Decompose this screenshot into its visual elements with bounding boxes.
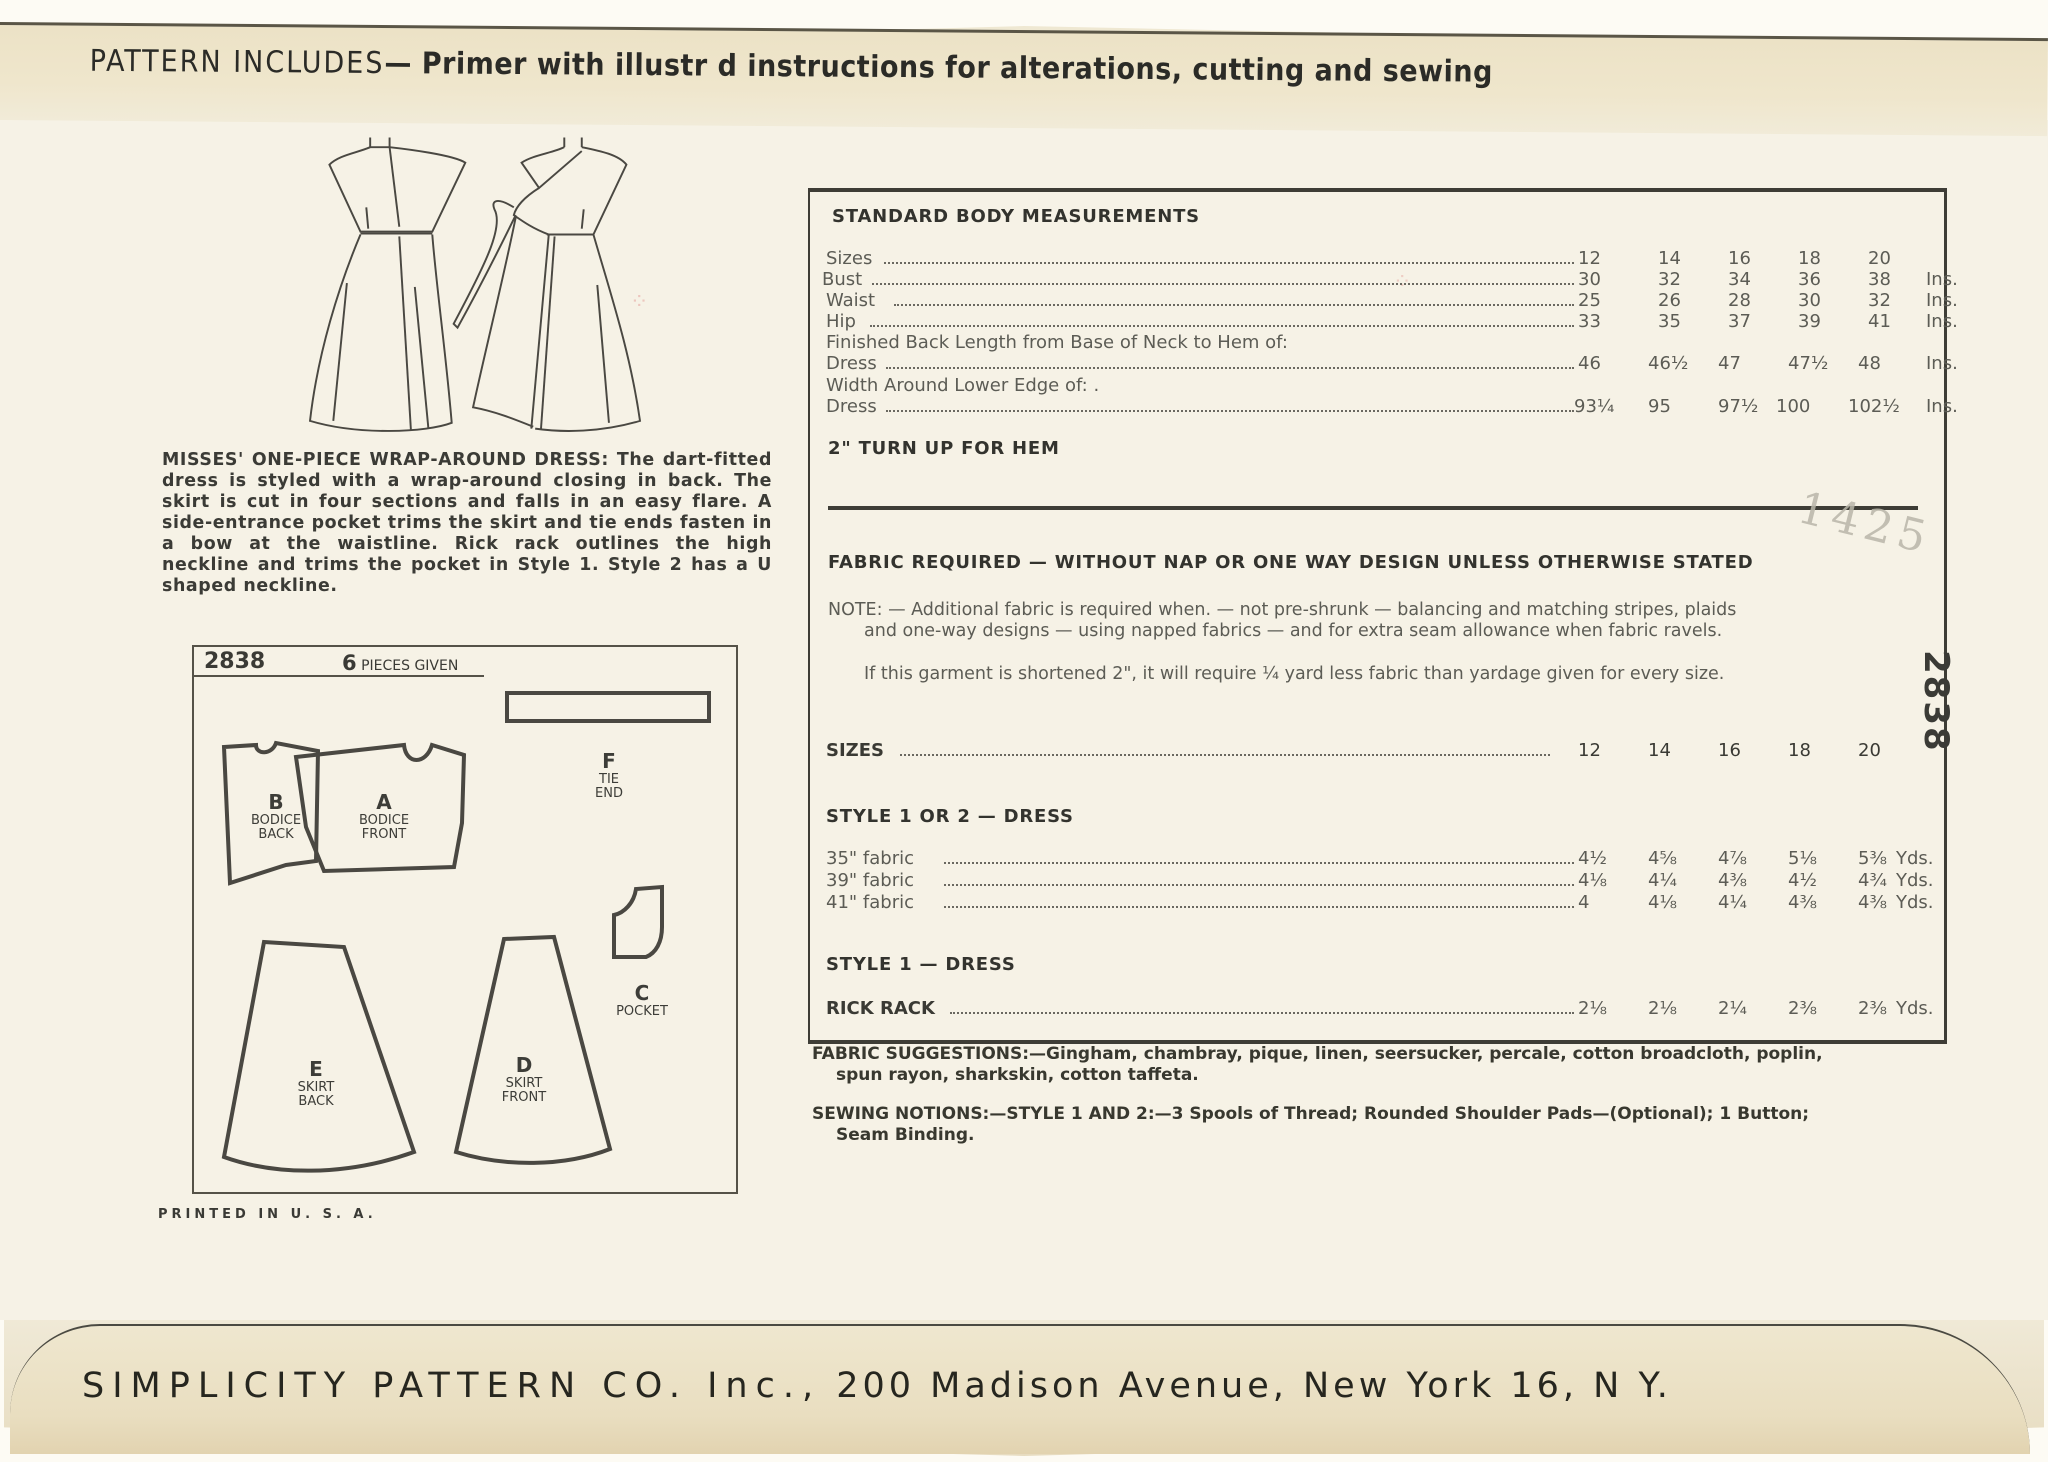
stamped-number: 1425 xyxy=(1792,482,1938,565)
faint-red-mark: ⁘ xyxy=(630,290,649,315)
faint-red-mark: ⁘ xyxy=(1393,270,1412,295)
skirt-front-shape xyxy=(456,937,610,1163)
dress-front-view xyxy=(310,137,465,430)
style-1-or-2-title: STYLE 1 OR 2 — DRESS xyxy=(826,806,1074,827)
measurement-row-waist: Waist 25 26 28 30 32 Ins. xyxy=(826,290,1958,311)
piece-label-a: A BODICE FRONT xyxy=(358,790,410,842)
back-length-heading: Finished Back Length from Base of Neck to Hem of: xyxy=(826,332,1288,353)
printed-in-usa: PRINTED IN U. S. A. xyxy=(158,1207,377,1222)
fabric-required-title: FABRIC REQUIRED — WITHOUT NAP OR ONE WAY DESIGN UNLESS OTHERWISE STATED xyxy=(828,552,1754,573)
pattern-pieces-diagram xyxy=(192,645,738,1194)
measurement-row-hip: Hip 33 35 37 39 41 Ins. xyxy=(826,311,1958,332)
measurement-row-bust: Bust 30 32 34 36 38 Ins. xyxy=(822,269,1958,290)
pocket-shape xyxy=(614,887,662,957)
hem-note: 2" TURN UP FOR HEM xyxy=(828,438,1060,459)
dress-description: MISSES' ONE-PIECE WRAP-AROUND DRESS: The dart-fitted dress is styled with a wrap-around closing in back. The skirt is cut in four sections and falls in an easy flare. A side-entrance pocket trims the skirt and tie ends fasten in a bow at the waistline. Rick rack outlines the high neckline and trims the pocket in Style 1. Style 2 has a U shaped neckline. xyxy=(162,450,772,596)
pattern-pieces-shapes xyxy=(194,647,736,1192)
section-divider xyxy=(828,506,1918,510)
measurement-row-sizes: Sizes 12 14 16 18 20 xyxy=(826,248,1891,269)
tie-end-shape xyxy=(507,693,709,721)
standard-body-measurements-title: STANDARD BODY MEASUREMENTS xyxy=(832,206,1200,227)
dress-illustration xyxy=(290,120,660,450)
style-1-title: STYLE 1 — DRESS xyxy=(826,954,1016,975)
shorten-note: If this garment is shortened 2", it will require ¼ yard less fabric than yardage given for every size. xyxy=(864,664,1725,684)
pattern-number: 2838 xyxy=(204,649,266,674)
sewing-notions: SEWING NOTIONS:—STYLE 1 AND 2:—3 Spools of Thread; Rounded Shoulder Pads—(Optional); 1 Button; Seam Binding. xyxy=(812,1104,1810,1145)
width-heading: Width Around Lower Edge of: . xyxy=(826,375,1100,396)
piece-label-f: F TIE END xyxy=(595,749,623,801)
top-flap xyxy=(0,22,2048,136)
pieces-given-label: 6 PIECES GIVEN xyxy=(342,651,459,675)
dress-back-view xyxy=(454,137,640,430)
fabric-sizes-row: SIZES 12 14 16 18 20 xyxy=(826,740,1881,761)
measurements-fabric-box xyxy=(808,188,1958,1044)
bottom-flap xyxy=(10,1324,2030,1454)
piece-label-e: E SKIRT BACK xyxy=(297,1057,335,1109)
fabric-row-39: 39" fabric 4⅛ 4¼ 4⅜ 4½ 4¾ Yds. xyxy=(826,870,1934,891)
publisher-address: SIMPLICITY PATTERN CO. Inc., 200 Madison Avenue, New York 16, N Y. xyxy=(82,1366,1672,1406)
measurement-row-back-length: Dress 46 46½ 47 47½ 48 Ins. xyxy=(826,353,1958,374)
fabric-suggestions: FABRIC SUGGESTIONS:—Gingham, chambray, pique, linen, seersucker, percale, cotton broadcloth, poplin, spun rayon, sharkskin, cotton taffeta. xyxy=(812,1044,1823,1085)
fabric-note-line2: and one-way designs — using napped fabrics — and for extra seam allowance when fabric ravels. xyxy=(864,621,1723,641)
pattern-includes-text: PATTERN INCLUDES— Primer with illustr d instructions for alterations, cutting and sewing xyxy=(89,43,1493,90)
side-pattern-number: 2838 xyxy=(1916,650,1956,753)
fabric-row-41: 41" fabric 4 4⅛ 4¼ 4⅜ 4⅜ Yds. xyxy=(826,892,1934,913)
fabric-row-35: 35" fabric 4½ 4⅝ 4⅞ 5⅛ 5⅜ Yds. xyxy=(826,848,1934,869)
rick-rack-row: RICK RACK 2⅛ 2⅛ 2¼ 2⅜ 2⅜ Yds. xyxy=(826,998,1934,1019)
measurement-row-width: Dress 93¼ 95 97½ 100 102½ Ins. xyxy=(826,396,1958,417)
piece-label-d: D SKIRT FRONT xyxy=(501,1053,547,1105)
piece-label-c: C POCKET xyxy=(616,981,668,1019)
fabric-note-line1: NOTE: — Additional fabric is required when. — not pre-shrunk — balancing and matching stripes, plaids xyxy=(828,600,1737,620)
piece-label-b: B BODICE BACK xyxy=(250,790,302,842)
